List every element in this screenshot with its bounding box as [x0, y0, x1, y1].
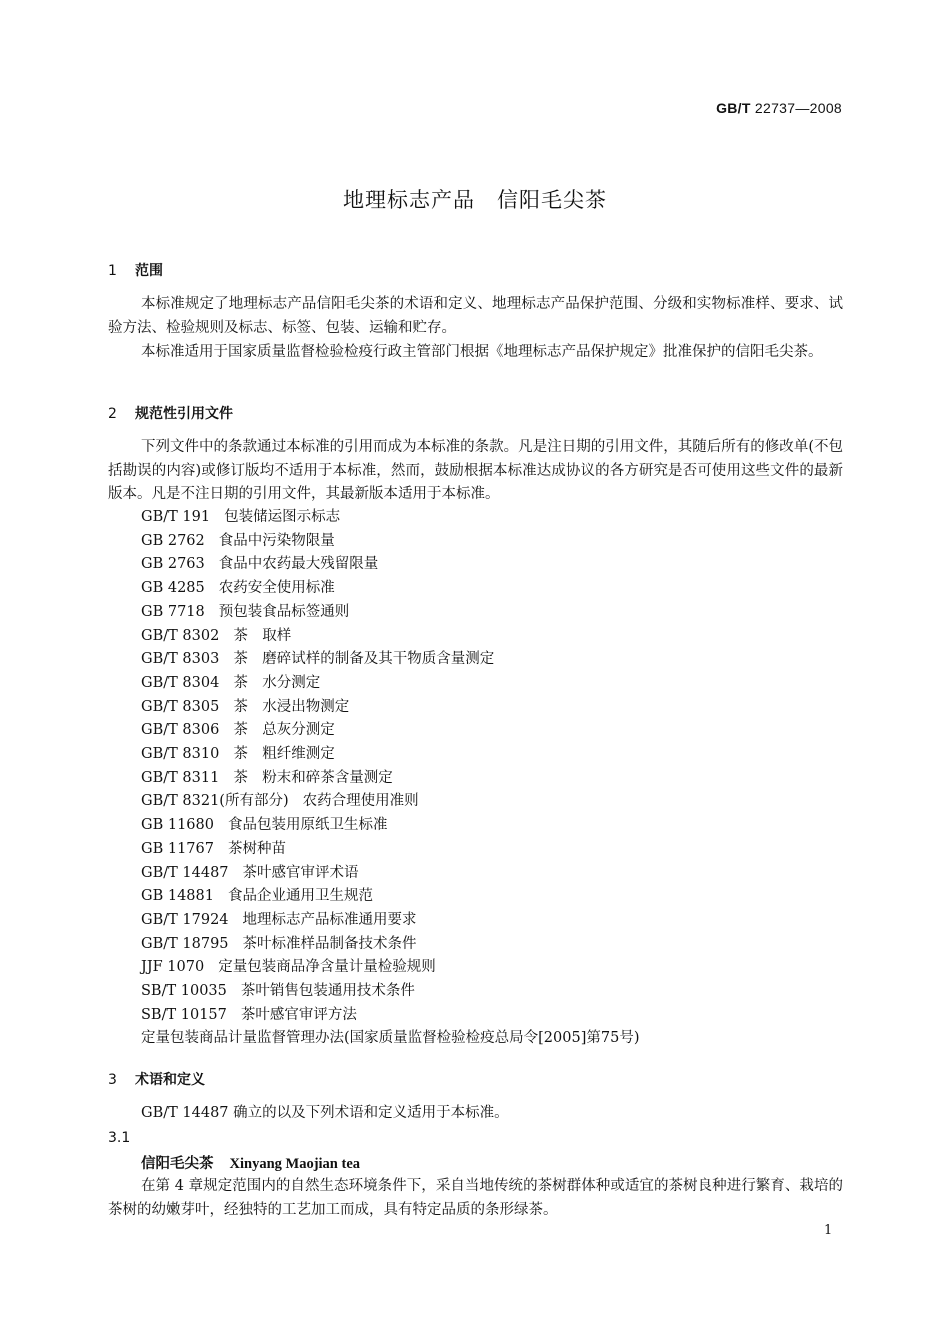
section-number: 3 — [108, 1072, 117, 1088]
reference-code: SB/T 10035 — [141, 983, 227, 1000]
reference-item — [141, 838, 653, 862]
reference-code: GB 14881 — [141, 888, 214, 905]
reference-item — [141, 672, 653, 696]
terms-intro: GB/T 14487 确立的以及下列术语和定义适用于本标准。 — [141, 1105, 509, 1121]
reference-item — [141, 885, 653, 909]
reference-code: GB/T 8306 — [141, 722, 220, 739]
standard-number: 22737—2008 — [754, 100, 842, 116]
reference-item — [141, 553, 653, 577]
reference-item — [141, 1004, 653, 1028]
reference-code: GB 11680 — [141, 817, 214, 834]
reference-item — [141, 1027, 653, 1051]
reference-code: GB/T 8302 — [141, 627, 220, 644]
reference-item — [141, 719, 653, 743]
section-title: 规范性引用文件 — [135, 406, 233, 422]
section-number: 2 — [108, 406, 117, 422]
reference-item — [141, 625, 653, 649]
standard-prefix: GB/T — [716, 100, 751, 116]
reference-code: GB/T 18795 — [141, 935, 229, 952]
term-entry — [141, 1152, 360, 1173]
reference-code: GB 2763 — [141, 556, 205, 573]
section-3-heading — [108, 1069, 205, 1089]
document-title: 地理标志产品 信阳毛尖茶 — [343, 188, 607, 212]
reference-code: GB/T 8303 — [141, 651, 220, 668]
reference-title: 茶 总灰分测定 — [233, 722, 335, 739]
reference-item — [141, 601, 653, 625]
reference-title: 茶叶标准样品制备技术条件 — [242, 935, 417, 952]
reference-item — [141, 862, 653, 886]
reference-title: 食品中污染物限量 — [218, 532, 335, 549]
references-intro: 下列文件中的条款通过本标准的引用而成为本标准的条款。凡是注日期的引用文件，其随后所有的修改单(不包括勘误的内容)或修订版均不适用于本标准，然而，鼓励根据本标准达成协议的各方研究是否可使用这些文件的最新版本。凡是不注日期的引用文件，其最新版本适用于本标准。 — [108, 439, 843, 502]
reference-code: SB/T 10157 — [141, 1006, 227, 1023]
reference-title: 茶 粉末和碎茶含量测定 — [233, 769, 393, 786]
reference-list — [141, 506, 653, 1051]
section-title: 范围 — [135, 263, 163, 279]
reference-item — [141, 814, 653, 838]
reference-item — [141, 980, 653, 1004]
section-1-heading — [108, 260, 163, 280]
term-definition: 在第 4 章规定范围内的自然生态环境条件下，采自当地传统的茶树群体种或适宜的茶树良种进行繁育、栽培的茶树的幼嫩芽叶，经独特的工艺加工而成，具有特定品质的条形绿茶。 — [108, 1178, 843, 1218]
reference-code: GB 11767 — [141, 840, 214, 857]
reference-code: GB/T 8310 — [141, 746, 220, 763]
reference-code: GB/T 17924 — [141, 911, 229, 928]
reference-code: GB 4285 — [141, 580, 205, 597]
scope-paragraph-1: 本标准规定了地理标志产品信阳毛尖茶的术语和定义、地理标志产品保护范围、分级和实物标准样、要求、试验方法、检验规则及标志、标签、包装、运输和贮存。 — [108, 296, 843, 336]
reference-title: 定量包装商品净含量计量检验规则 — [218, 959, 436, 976]
reference-title: 茶 水分测定 — [233, 674, 321, 691]
reference-item — [141, 790, 653, 814]
reference-title: 茶 粗纤维测定 — [233, 746, 335, 763]
page-number: 1 — [824, 1223, 833, 1238]
reference-code: 定量包装商品计量监督管理办法(国家质量监督检验检疫总局令[2005]第75号) — [141, 1030, 640, 1047]
reference-title: 包装储运图示标志 — [224, 509, 341, 525]
reference-title: 预包装食品标签通则 — [218, 603, 350, 620]
reference-title: 食品企业通用卫生规范 — [227, 888, 373, 905]
reference-item — [141, 743, 653, 767]
reference-title: 地理标志产品标准通用要求 — [242, 911, 417, 928]
reference-title: 农药安全使用标准 — [218, 580, 335, 597]
reference-title: 茶叶感官审评术语 — [242, 864, 359, 881]
reference-item — [141, 767, 653, 791]
reference-title: 茶叶销售包装通用技术条件 — [240, 983, 415, 1000]
section-number: 1 — [108, 263, 117, 279]
reference-title: 食品包装用原纸卫生标准 — [227, 817, 388, 834]
reference-title: 茶树种苗 — [227, 840, 286, 857]
reference-code: GB/T 8321(所有部分) — [141, 793, 289, 810]
reference-code: GB/T 14487 — [141, 864, 229, 881]
reference-title: 茶 磨碎试样的制备及其干物质含量测定 — [233, 651, 495, 668]
standard-code — [716, 100, 842, 116]
reference-item — [141, 648, 653, 672]
reference-item — [141, 577, 653, 601]
reference-title: 食品中农药最大残留限量 — [218, 556, 379, 573]
reference-code: GB/T 8305 — [141, 698, 220, 715]
clause-number: 3.1 — [108, 1130, 131, 1146]
reference-title: 农药合理使用准则 — [302, 793, 419, 810]
reference-item — [141, 909, 653, 933]
reference-item — [141, 506, 653, 530]
section-2-heading — [108, 403, 233, 423]
reference-item — [141, 696, 653, 720]
term-english: Xinyang Maojian tea — [229, 1156, 360, 1172]
reference-title: 茶叶感官审评方法 — [240, 1006, 357, 1023]
reference-title: 茶 水浸出物测定 — [233, 698, 350, 715]
reference-item — [141, 530, 653, 554]
reference-code: GB/T 191 — [141, 509, 211, 525]
reference-code: GB 2762 — [141, 532, 205, 549]
reference-code: GB/T 8311 — [141, 769, 220, 786]
scope-paragraph-2: 本标准适用于国家质量监督检验检疫行政主管部门根据《地理标志产品保护规定》批准保护的信阳毛尖茶。 — [141, 344, 823, 360]
reference-code: GB 7718 — [141, 603, 205, 620]
reference-code: GB/T 8304 — [141, 674, 220, 691]
term-chinese: 信阳毛尖茶 — [141, 1155, 214, 1172]
section-title: 术语和定义 — [135, 1072, 205, 1088]
reference-item — [141, 933, 653, 957]
reference-title: 茶 取样 — [233, 627, 292, 644]
reference-item — [141, 956, 653, 980]
reference-code: JJF 1070 — [141, 959, 205, 976]
